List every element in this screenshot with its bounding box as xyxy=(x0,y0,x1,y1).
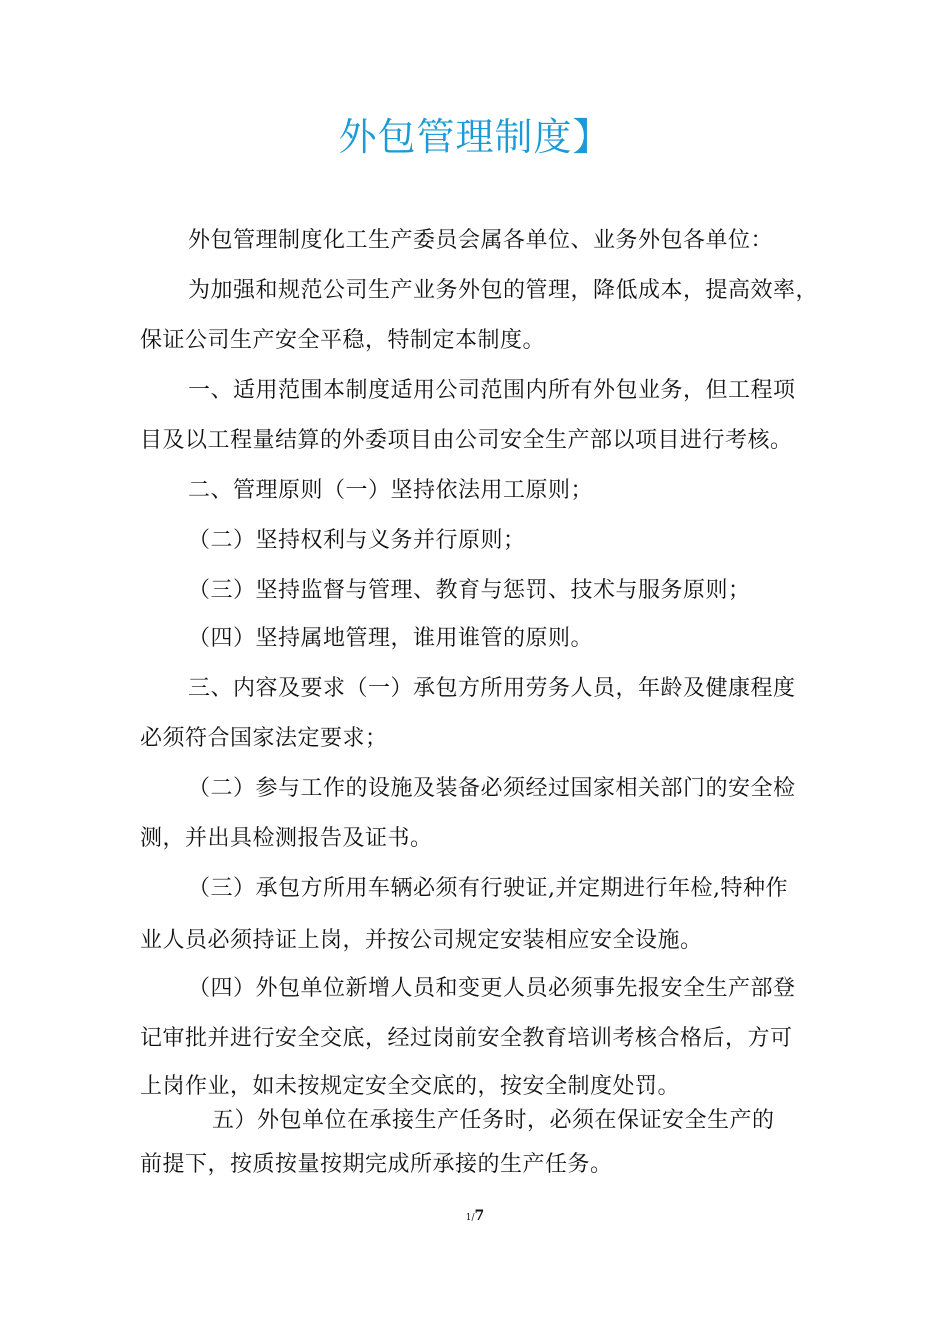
body-line: 三、内容及要求（一）承包方所用劳务人员，年龄及健康程度 xyxy=(188,676,796,701)
page-current: 1/ xyxy=(465,1213,475,1223)
body-line: （三）坚持监督与管理、教育与惩罚、技术与服务原则； xyxy=(188,578,751,603)
body-line: 一、适用范围本制度适用公司范围内所有外包业务，但工程项 xyxy=(188,378,796,403)
body-line: （二）坚持权利与义务并行原则； xyxy=(188,528,526,553)
body-line: （二）参与工作的设施及装备必须经过国家相关部门的安全检 xyxy=(188,776,796,801)
body-line: 必须符合国家法定要求； xyxy=(140,726,388,751)
document-title: 外包管理制度】 xyxy=(338,115,612,159)
body-line: 保证公司生产安全平稳，特制定本制度。 xyxy=(140,328,546,353)
body-line: 目及以工程量结算的外委项目由公司安全生产部以项目进行考核。 xyxy=(140,428,793,453)
page-total: 7 xyxy=(474,1208,485,1224)
page-number xyxy=(0,1208,950,1226)
body-line: 记审批并进行安全交底，经过岗前安全教育培训考核合格后，方可 xyxy=(140,1026,793,1051)
body-line: 上岗作业，如未按规定安全交底的，按安全制度处罚。 xyxy=(140,1074,681,1099)
body-line: 业人员必须持证上岗，并按公司规定安装相应安全设施。 xyxy=(140,928,703,953)
body-line: 外包管理制度化工生产委员会属各单位、业务外包各单位： xyxy=(188,228,774,253)
body-line: （四）坚持属地管理，谁用谁管的原则。 xyxy=(188,626,594,651)
body-line: 为加强和规范公司生产业务外包的管理，降低成本，提高效率， xyxy=(188,278,819,303)
body-line: 测，并出具检测报告及证书。 xyxy=(140,826,433,851)
body-line: 前提下，按质按量按期完成所承接的生产任务。 xyxy=(140,1152,613,1177)
body-line: 五）外包单位在承接生产任务时，必须在保证安全生产的 xyxy=(212,1108,775,1133)
body-line: 二、管理原则（一）坚持依法用工原则； xyxy=(188,478,594,503)
body-line: （三）承包方所用车辆必须有行驶证,并定期进行年检,特种作 xyxy=(188,876,788,901)
body-line: （四）外包单位新增人员和变更人员必须事先报安全生产部登 xyxy=(188,976,796,1001)
